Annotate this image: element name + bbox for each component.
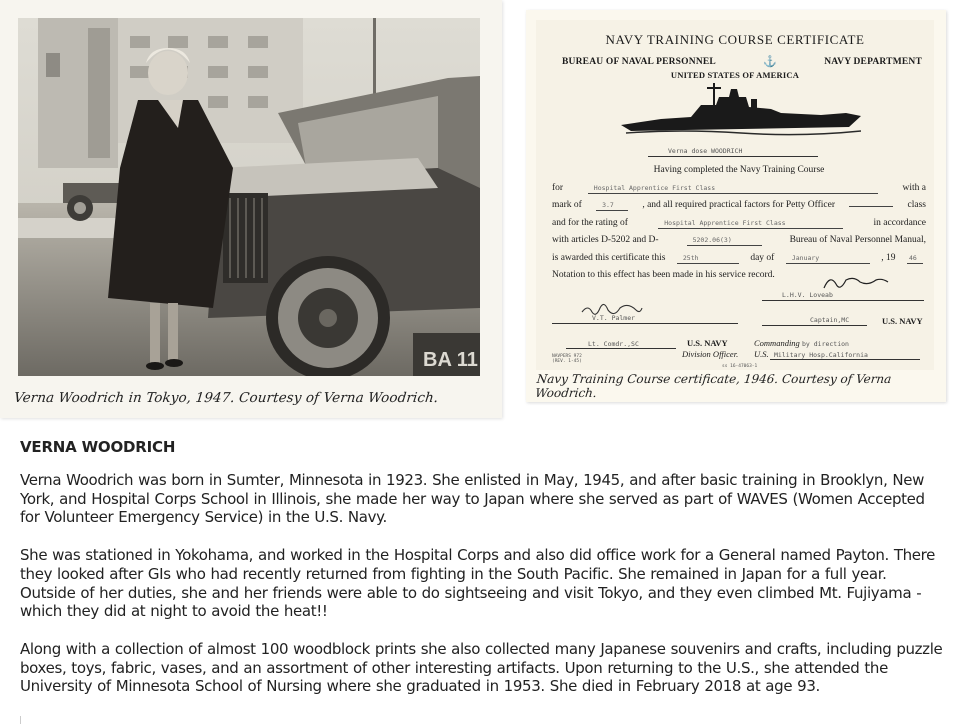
certificate-scan [536,20,934,370]
left-rank: Lt. Comdr.,SC [588,340,639,348]
course-field: Hospital Apprentice First Class [588,184,878,194]
rating-field: Hospital Apprentice First Class [658,219,843,229]
right-service: U.S. NAVY [882,316,923,326]
photo-card [0,0,502,418]
photo-illustration [18,18,480,376]
certificate-line-rating [552,215,926,233]
certificate-line-mark [552,197,926,215]
certificate-line-course [552,180,926,198]
certificate-line-articles [552,232,926,250]
course-prefix: for [552,182,564,193]
signer-right-name: L.H.V. Loveab [782,291,833,299]
right-station: Military Hosp.California [774,351,868,359]
text-cursor [20,716,21,724]
notation-text: Notation to this effect has been made in his service record. [552,270,775,280]
form-id: NAVPERS 972 (REV. 1-45) [552,354,582,364]
right-role: Commanding [754,338,800,348]
right-role-typed: by direction [802,340,849,348]
certificate-subtitle-row [562,55,922,68]
left-service: U.S. NAVY [687,338,728,348]
mark-suffix: class [907,200,926,210]
certificate-card [526,10,946,402]
bureau-label: BUREAU OF NAVAL PERSONNEL [562,56,716,67]
right-rank: Captain,MC [810,316,850,324]
rating-suffix: in accordance [873,217,926,228]
bio-paragraph-1: Verna Woodrich was born in Sumter, Minnesota in 1923. She enlisted in May, 1945, and after basic training in Brooklyn, New York, and Hospital Corps School in Illinois, she made her way to Japan where she served as part of WAVES (Women Accepted for Volunteer Emergency Service) in the U.S. Navy. [20,471,925,527]
certificate-line-date [552,250,926,268]
certificate-title: NAVY TRAINING COURSE CERTIFICATE [605,32,865,47]
course-suffix: with a [902,182,926,193]
signature-line-left [552,323,738,324]
photo-caption: Verna Woodrich in Tokyo, 1947. Courtesy of Verna Woodrich. [13,390,440,406]
petty-officer-class-field [849,206,893,207]
date-suffix: , 19 [881,252,896,263]
left-role: Division Officer. [682,349,739,359]
biography [20,437,945,715]
article-field: 5202.06(3) [687,236,762,246]
woman-head [148,51,188,95]
certificate-caption: Navy Training Course certificate, 1946. Courtesy of Verna Woodrich. [534,372,893,400]
signature-line-right [762,300,924,301]
day-field: 25th [677,254,739,264]
station-line [770,359,920,360]
mark-prefix: mark of [552,200,582,210]
certificate-body [552,162,926,285]
year-field: 46 [907,254,923,264]
articles-prefix: with articles D-5202 and D- [552,235,659,245]
rating-prefix: and for the rating of [552,217,628,228]
anchor-icon: ⚓ [763,56,778,68]
articles-suffix: Bureau of Naval Personnel Manual, [789,235,926,245]
mark-field: 3.7 [596,201,628,211]
battleship-icon [621,83,861,138]
certificate-heading: Having completed the Navy Training Course [653,165,825,175]
signature-area [552,278,926,368]
right-station-prefix: U.S. [754,349,769,359]
rank-line-left [566,348,676,349]
date-prefix: is awarded this certificate this [552,252,666,263]
month-field: January [786,254,870,264]
plate-text: BA 11 [423,349,478,371]
bio-paragraph-3: Along with a collection of almost 100 woodblock prints she also collected many Japanese souvenirs and crafts, including puzzle boxes, toys, fabric, vases, and an assortment of other interesting artifacts. Upon returning to the U.S., she attended the University of Minnesota School of Nursing where she graduated in 1953. She died in February 2018 at age 93. [20,639,943,696]
department-label: NAVY DEPARTMENT [824,56,922,67]
photo-verna-with-jeep [18,18,480,376]
bio-paragraph-2: She was stationed in Yokohama, and worked in the Hospital Corps and also did office work for a General named Payton. There they looked after GIs who had recently returned from fighting in the South Pacific. She remained in Japan for a full year. Outside of her duties, she and her friends were able to do sightseeing and visit Tokyo, and they even climbed Mt. Fujiyama - which they did at night to avoid the heat!! [20,546,936,621]
mark-middle: , and all required practical factors for Petty Officer [642,200,835,210]
recipient-name: Verna dose WOODRICH [648,147,818,157]
bio-heading: VERNA WOODRICH [20,438,176,456]
print-code: ss 16-47063-1 [722,364,758,369]
country-label: UNITED STATES OF AMERICA [670,70,800,80]
date-middle: day of [750,252,775,263]
signer-left-name: V.T. Palmer [592,314,636,322]
rank-line-right [762,325,867,326]
